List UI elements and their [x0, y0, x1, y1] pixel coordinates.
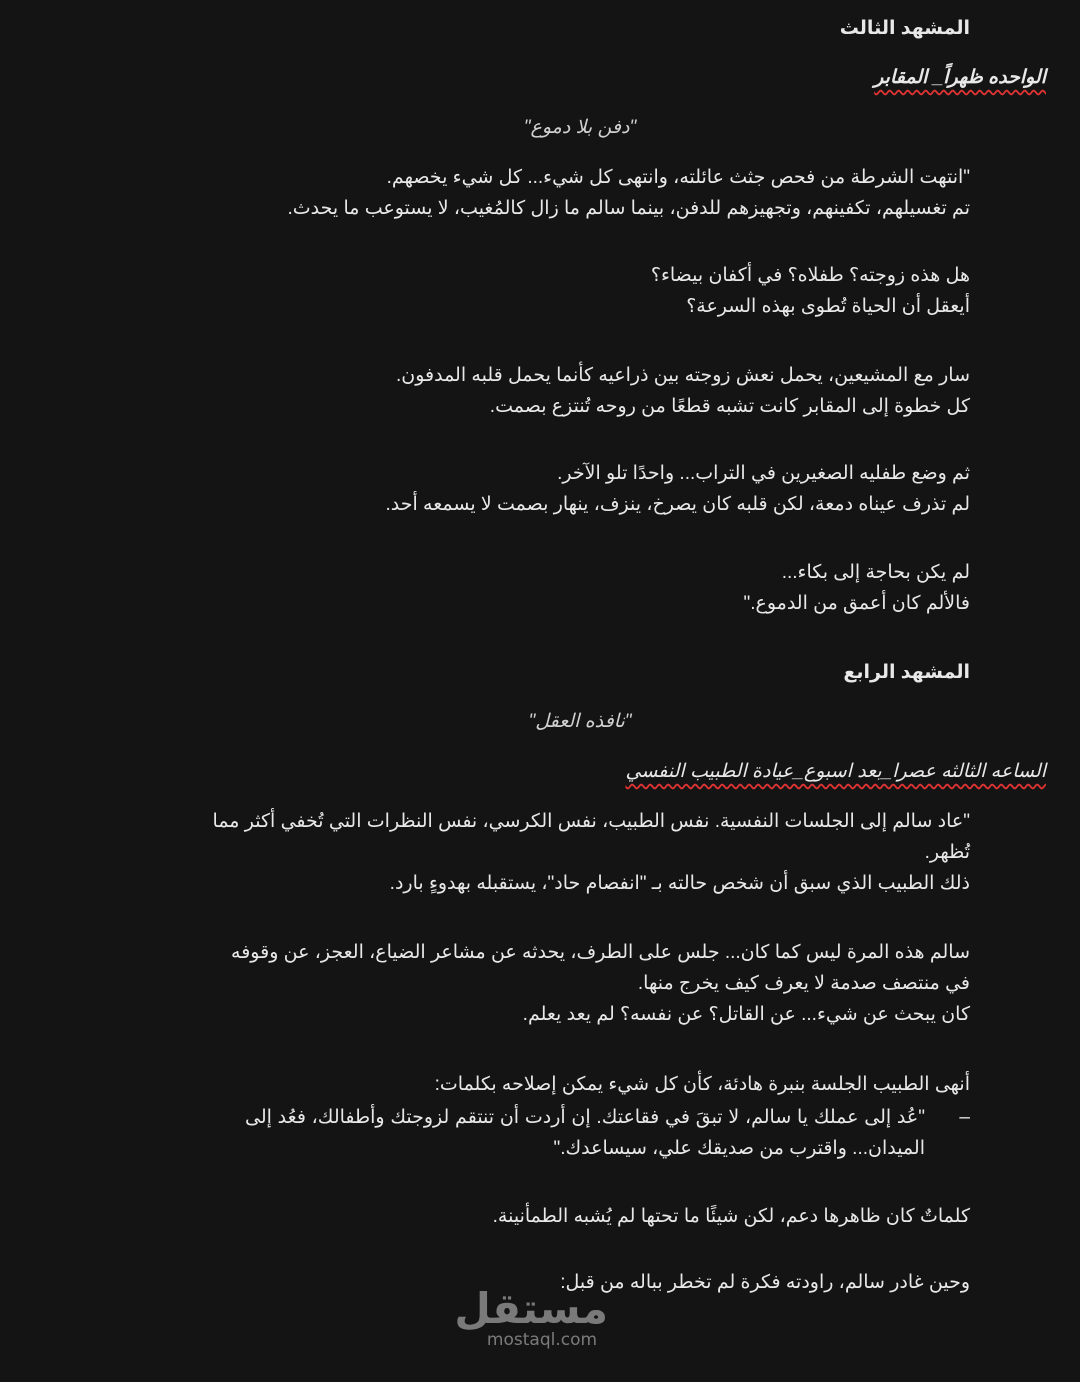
paragraph-line: لم تذرف عيناه دمعة، لكن قلبه كان يصرخ، ينزف، ينهار بصمت لا يسمعه أحد. [385, 494, 970, 515]
paragraph-line: سار مع المشيعين، يحمل نعش زوجته بين ذراعيه كأنما يحمل قلبه المدفون. [395, 365, 970, 386]
scene3-title: "دفن بلا دموع" [523, 117, 637, 138]
paragraph-line: "عاد سالم إلى الجلسات النفسية. نفس الطبيب، نفس الكرسي، نفس النظرات التي تُخفي أكثر مما تُظهر. [212, 811, 970, 863]
scene3-paragraph [190, 360, 970, 422]
scene4-paragraph [210, 937, 970, 1030]
paragraph-line: ثم وضع طفليه الصغيرين في التراب... واحدًا تلو الآخر. [557, 463, 970, 484]
scene4-paragraph [190, 1201, 970, 1232]
scene4-location: الساعه الثالثه عصرا_بعد اسبوع_عيادة الطبيب النفسي [625, 761, 1046, 782]
scene3-heading: المشهد الثالث [839, 18, 970, 39]
paragraph-line: "انتهت الشرطة من فحص جثث عائلته، وانتهى كل شيء... كل شيء يخصهم. [386, 167, 970, 188]
paragraph-line: فالألم كان أعمق من الدموع." [743, 593, 970, 614]
dash-bullet: – [959, 1107, 970, 1128]
scene4-title: "نافذه العقل" [528, 711, 632, 732]
scene4-paragraph [190, 1069, 970, 1100]
scene4-heading: المشهد الرابع [843, 662, 970, 683]
paragraph-line: ذلك الطبيب الذي سبق أن شخص حالته بـ "انفصام حاد"، يستقبله بهدوءٍ بارد. [389, 873, 970, 894]
paragraph-line: سالم هذه المرة ليس كما كان... جلس على الطرف، يحدثه عن مشاعر الضياع، العجز، عن وقوفه في منتصف صدمة لا يعرف كيف يخرج منها. [231, 942, 970, 994]
dialogue-list-item [140, 1102, 970, 1164]
paragraph-line: تم تغسيلهم، تكفينهم، وتجهيزهم للدفن، بينما سالم ما زال كالمُغيب، لا يستوعب ما يحدث. [287, 198, 970, 219]
paragraph-line: كلماتٌ كان ظاهرها دعم، لكن شيئًا ما تحتها لم يُشبه الطمأنينة. [492, 1206, 970, 1227]
paragraph-line: أنهى الطبيب الجلسة بنبرة هادئة، كأن كل شيء يمكن إصلاحه بكلمات: [434, 1074, 970, 1095]
doctor-quote: "عُد إلى عملك يا سالم، لا تبقَ في فقاعتك. إن أردت أن تنتقم لزوجتك وأطفالك، فعُد إلى الميدان... واقترب من صديقك علي، سيساعدك." [245, 1107, 925, 1159]
scene3-paragraph [190, 557, 970, 619]
watermark-arabic: مستقل [454, 1284, 608, 1333]
watermark-latin: mostaql.com [486, 1330, 598, 1350]
scene3-paragraph [190, 162, 970, 224]
scene4-paragraph [210, 806, 970, 899]
paragraph-line: هل هذه زوجته؟ طفلاه؟ في أكفان بيضاء؟ [650, 265, 970, 286]
paragraph-line: وحين غادر سالم، راودته فكرة لم تخطر بباله من قبل: [560, 1272, 970, 1293]
paragraph-line: كل خطوة إلى المقابر كانت تشبه قطعًا من روحه تُنتزع بصمت. [489, 396, 970, 417]
paragraph-line: لم يكن بحاجة إلى بكاء... [781, 562, 970, 583]
paragraph-line: كان يبحث عن شيء... عن القاتل؟ عن نفسه؟ لم يعد يعلم. [522, 1004, 970, 1025]
mostaql-watermark [454, 1284, 608, 1350]
scene3-location: الواحده ظهراً_ المقابر [874, 67, 1046, 88]
scene3-paragraph [190, 458, 970, 520]
scene3-paragraph [190, 260, 970, 322]
paragraph-line: أيعقل أن الحياة تُطوى بهذه السرعة؟ [686, 296, 970, 317]
